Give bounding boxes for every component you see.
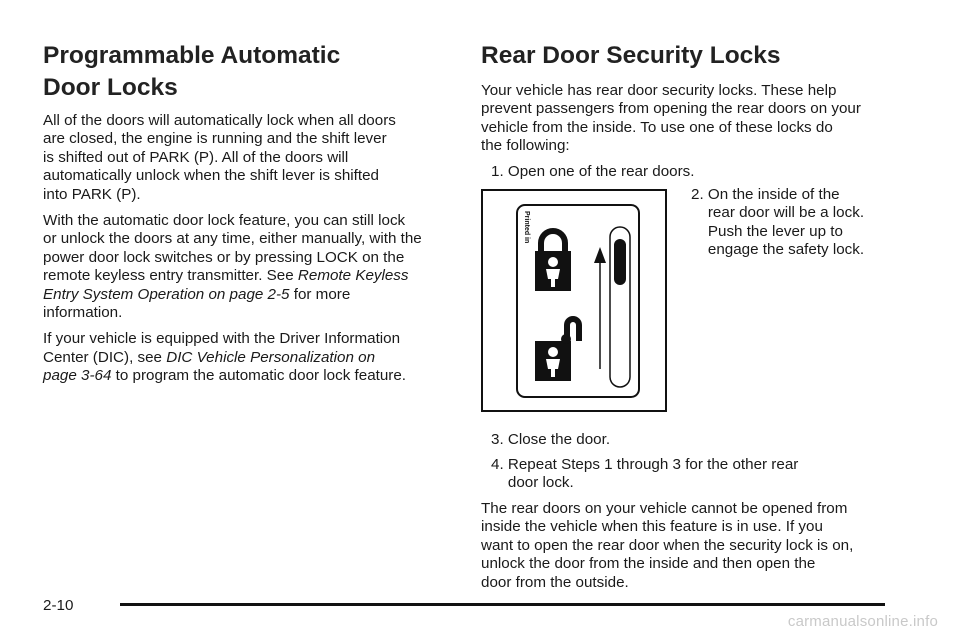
watermark: carmanualsonline.info <box>787 613 938 630</box>
dic-personalization-reference: DIC Vehicle Personalization on page 3-64 <box>43 348 376 385</box>
step-1: 1. Open one of the rear doors. <box>491 163 695 180</box>
section-heading-rear-door-security: Rear Door Security Locks <box>481 42 781 69</box>
page-number: 2-10 <box>43 597 74 614</box>
auto-lock-paragraph: All of the doors will automatically lock when all doors are closed, the engine is running and the shift lever is shifted out of PARK (P). All of the doors will automatically unlock when the shift lever is shifted into PARK (P). <box>43 112 396 203</box>
security-lock-intro: Your vehicle has rear door security locks. These help prevent passengers from opening the rear doors on your vehicle from the inside. To use one of these locks do the following: <box>481 82 861 155</box>
step-2: 2. On the inside of the rear door will be a lock. Push the lever up to engage the safety lock. <box>691 186 865 259</box>
heading-line-1: Programmable Automatic <box>43 42 341 69</box>
printed-in-label: Printed in <box>523 211 530 244</box>
closing-paragraph: The rear doors on your vehicle cannot be opened from inside the vehicle when this feature is in use. If you want to open the rear door when the security lock is on, unlock the door from the inside and then open the door from the outside. <box>481 500 854 591</box>
remote-keyless-reference: Remote Keyless Entry System Operation on page 2-5 <box>43 267 409 303</box>
right-column <box>481 0 901 156</box>
step-4: 4. Repeat Steps 1 through 3 for the other rear door lock. <box>491 456 799 492</box>
unlocked-child-icon <box>535 319 579 381</box>
locked-child-icon <box>535 231 571 291</box>
step-3: 3. Close the door. <box>491 431 611 448</box>
section-heading-door-locks <box>43 40 453 104</box>
lock-diagram <box>483 191 665 410</box>
lever-handle <box>614 239 626 285</box>
security-lock-illustration <box>481 189 667 412</box>
push-up-arrow-icon <box>594 247 606 369</box>
heading-line-2: Door Locks <box>43 74 178 101</box>
footer-rule <box>120 603 885 606</box>
manual-lock-paragraph: With the automatic door lock feature, you can still lock or unlock the doors at any time, either manually, with the power door lock switches or by pressing LOCK on the remote keyless entry transmitter. See Remote Keyless Entry System Operation on page 2-5 for more information. <box>43 212 422 322</box>
dic-paragraph: If your vehicle is equipped with the Driver Information Center (DIC), see DIC Vehicle Personalization on page 3-64 to program the automatic door lock feature. <box>43 330 407 385</box>
left-column <box>43 0 453 386</box>
